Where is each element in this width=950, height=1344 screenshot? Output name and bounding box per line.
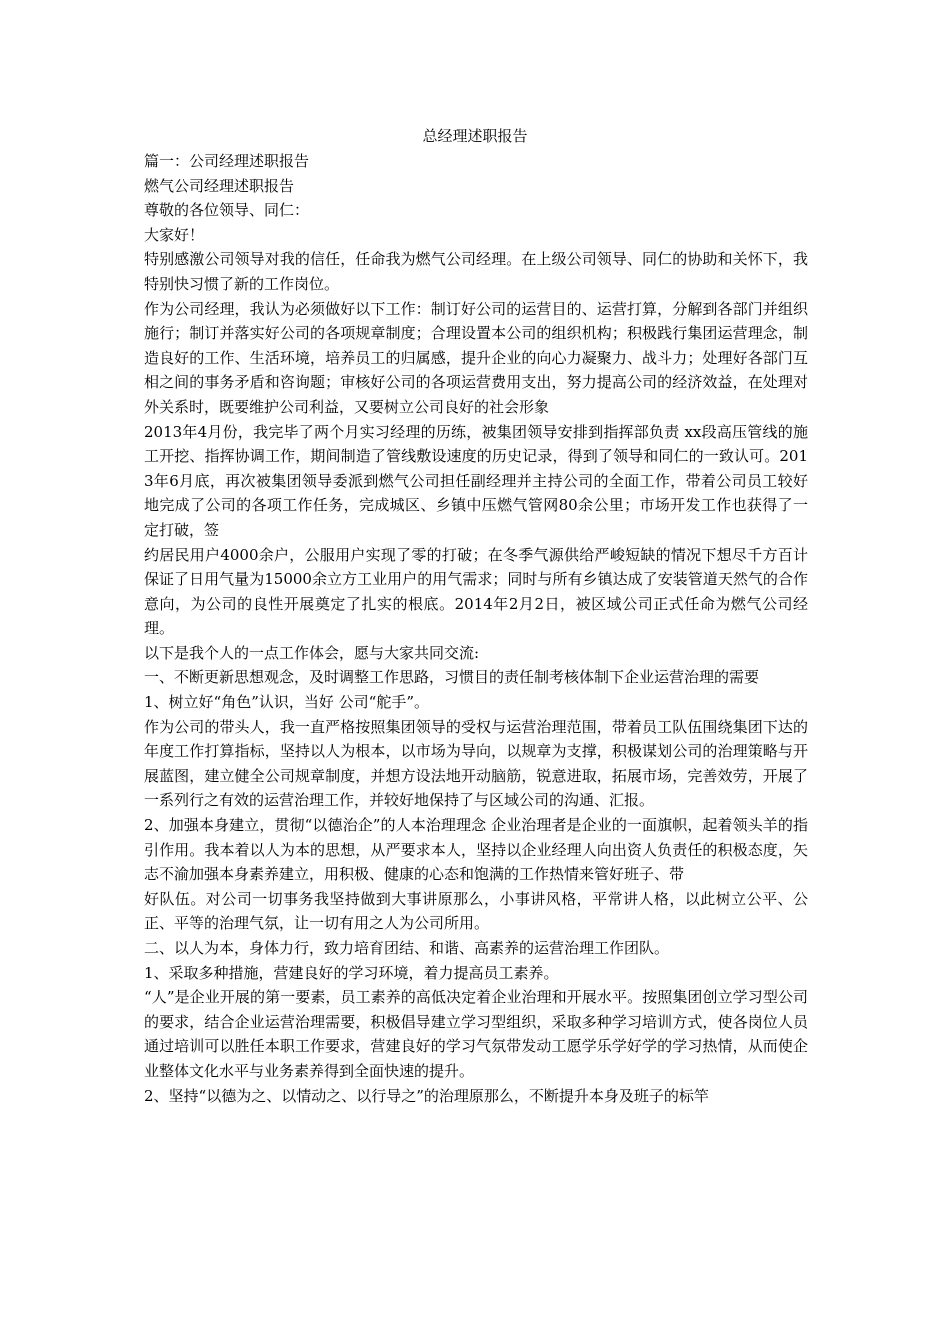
document-body xyxy=(144,149,808,1108)
paragraph: 2013年4月份，我完毕了两个月实习经理的历练，被集团领导安排到指挥部负责 xx段高压管线的施工开挖、指挥协调工作，期间制造了管线敷设速度的历史记录，得到了领导和同仁的一致认可。2013年6月底，再次被集团领导委派到燃气公司担任副经理并主持公司的全面工作，带着公司员工较好地完成了公司的各项工作任务，完成城区、乡镇中压燃气管网80余公里；市场开发工作也获得了一定打破，签 xyxy=(144,422,808,539)
paragraph: 尊敬的各位领导、同仁： xyxy=(144,201,310,220)
paragraph: 2、加强本身建立，贯彻“以德治企”的人本治理理念 企业治理者是企业的一面旗帜，起着领头羊的指引作用。我本着以人为本的思想，从严要求本人，坚持以企业经理人向出资人负责任的积极态度，矢志不渝加强本身素养建立，用积极、健康的心态和饱满的工作热情来管好班子、带 xyxy=(144,816,808,884)
paragraph: 大家好！ xyxy=(144,225,205,244)
paragraph: 作为公司经理，我认为必须做好以下工作：制订好公司的运营目的、运营打算，分解到各部门并组织施行；制订并落实好公司的各项规章制度；合理设置本公司的组织机构；积极践行集团运营理念，制造良好的工作、生活环境，培养员工的归属感，提升企业的向心力凝聚力、战斗力；处理好各部门互相之间的事务矛盾和咨询题；审核好公司的各项运营费用支出，努力提高公司的经济效益，在处理对外关系时，既要维护公司利益，又要树立公司良好的社会形象 xyxy=(144,299,808,416)
paragraph: 特别感激公司领导对我的信任，任命我为燃气公司经理。在上级公司领导、同仁的协助和关怀下，我特别快习惯了新的工作岗位。 xyxy=(144,250,808,293)
paragraph: 1、采取多种措施，营建良好的学习环境，着力提高员工素养。 xyxy=(144,963,559,982)
paragraph: 约居民用户4000余户，公服用户实现了零的打破；在冬季气源供给严峻短缺的情况下想尽千方百计保证了日用气量为15000余立方工业用户的用气需求；同时与所有乡镇达成了安装管道天然气的合作意向，为公司的良性开展奠定了扎实的根底。2014年2月2日，被区域公司正式任命为燃气公司经理。 xyxy=(144,545,808,638)
paragraph: 好队伍。对公司一切事务我坚持做到大事讲原那么，小事讲风格，平常讲人格，以此树立公平、公正、平等的治理气氛，让一切有用之人为公司所用。 xyxy=(144,889,808,933)
paragraph: 一、不断更新思想观念，及时调整工作思路，习惯目的责任制考核体制下企业运营治理的需要 xyxy=(144,668,760,687)
paragraph: 以下是我个人的一点工作体会，愿与大家共同交流: xyxy=(144,643,480,662)
document-title: 总经理述职报告 xyxy=(422,127,528,145)
paragraph: 作为公司的带头人，我一直严格按照集团领导的受权与运营治理范围，带着员工队伍围绕集团下达的年度工作打算指标，坚持以人为根本，以市场为导向，以规章为支撑，积极谋划公司的治理策略与开展蓝图，建立健全公司规章制度，并想方设法地开动脑筋，锐意进取，拓展市场，完善效劳，开展了一系列行之有效的运营治理工作，并较好地保持了与区域公司的沟通、汇报。 xyxy=(144,717,808,810)
paragraph: 2、坚持“以德为之、以情动之、以行导之”的治理原那么，不断提升本身及班子的标竿 xyxy=(144,1086,709,1105)
paragraph: 1、树立好“角色”认识，当好 公司“舵手”。 xyxy=(144,693,429,712)
paragraph: 篇一：公司经理述职报告 xyxy=(144,152,310,170)
paragraph: “人”是企业开展的第一要素，员工素养的高低决定着企业治理和开展水平。按照集团创立学习型公司的要求，结合企业运营治理需要，积极倡导建立学习型组织，采取多种学习培训方式，使各岗位人员通过培训可以胜任本职工作要求，营建良好的学习气氛带发动工愿学乐学好学的学习热情，从而使企业整体文化水平与业务素养得到全面快速的提升。 xyxy=(144,988,808,1080)
paragraph: 二、以人为本，身体力行，致力培育团结、和谐、高素养的运营治理工作团队。 xyxy=(144,939,670,957)
paragraph: 燃气公司经理述职报告 xyxy=(144,176,295,195)
